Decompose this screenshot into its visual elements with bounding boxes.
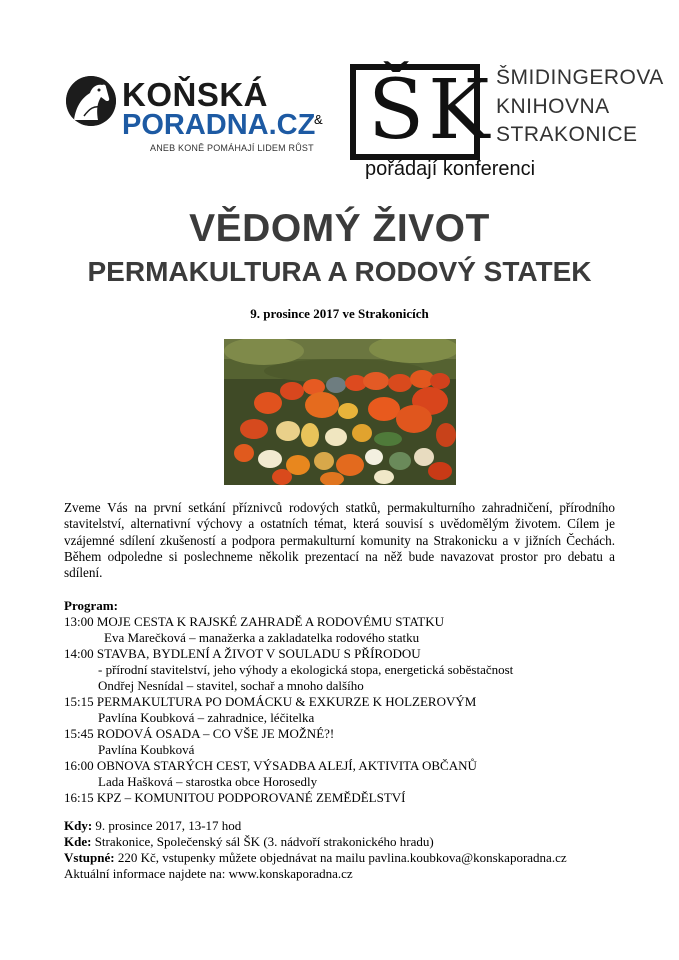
program-speaker: Pavlína Koubková – zahradnice, léčitelka (98, 710, 315, 725)
info-label: Kdy: (64, 818, 93, 833)
program-item: 15:45 RODOVÁ OSADA – CO VŠE JE MOŽNÉ?! (64, 726, 335, 741)
program-speaker: Eva Marečková – manažerka a zakladatelka rodového statku (104, 630, 420, 645)
horse-icon (66, 76, 116, 126)
program-item: 16:00 OBNOVA STARÝCH CEST, VÝSADBA ALEJÍ, AKTIVITA OBČANŮ (64, 758, 477, 773)
info-value: 220 Kč, vstupenky můžete objednávat na mailu pavlina.koubkova@konskaporadna.cz (114, 850, 567, 865)
konska-poradna-logo (66, 74, 316, 160)
page-title: VĚDOMÝ ŽIVOT (189, 207, 490, 250)
program-item: 15:15 PERMAKULTURA PO DOMÁCKU & EXKURZE K HOLZEROVÝM (64, 694, 477, 709)
sk-mark: ŠK (368, 63, 494, 158)
program-heading: Program: (64, 598, 118, 613)
intro-paragraph: Zveme Vás na první setkání příznivců rodových statků, permakulturního zahradničení, přírodního stavitelství, alternativní výchovy a ostatních témat, která souvisí s uvědomělým životem. Cílem je vzájemné sdílení zkušeností a podpora permakulturní komunity na Strakonicku a v jižních Čechách. Během odpoledne si poslechneme několik prezentací na něž bude navazovat prostor pro debatu a sdílení. (64, 500, 615, 581)
logo-tagline: ANEB KONĚ POMÁHAJÍ LIDEM RŮST (150, 143, 314, 153)
program-item: 14:00 STAVBA, BYDLENÍ A ŽIVOT V SOULADU S PŘÍRODOU (64, 646, 421, 661)
page-subtitle: PERMAKULTURA A RODOVÝ STATEK (87, 256, 592, 287)
date-place: 9. prosince 2017 ve Strakonicích (250, 306, 429, 321)
library-line: STRAKONICE (496, 123, 638, 146)
program-detail: - přírodní stavitelství, jeho výhody a ekologická stopa, energetická soběstačnost (98, 662, 514, 677)
program-item: 16:15 KPZ – KOMUNITOU PODPOROVANÉ ZEMĚDĚLSTVÍ (64, 790, 406, 805)
logo-line-1: KOŇSKÁ (122, 76, 269, 113)
info-value: Strakonice, Společenský sál ŠK (3. nádvoří strakonického hradu) (91, 834, 434, 849)
program-item: 13:00 MOJE CESTA K RAJSKÉ ZAHRADĚ A RODOVÉMU STATKU (64, 614, 445, 629)
organize-text: pořádají konferenci (365, 158, 536, 180)
info-label: Vstupné: (64, 850, 115, 865)
info-label: Kde: (64, 834, 92, 849)
pumpkins-photo (224, 339, 456, 485)
info-fee (64, 850, 567, 866)
library-line: ŠMIDINGEROVA (496, 66, 664, 89)
info-value: 9. prosince 2017, 13-17 hod (92, 818, 242, 833)
logo-line-2: PORADNA.CZ (122, 109, 316, 141)
sk-logo (350, 63, 494, 160)
ampersand: & (314, 112, 323, 127)
program-speaker: Pavlína Koubková (98, 742, 195, 757)
info-where (64, 834, 434, 850)
info-when (64, 818, 241, 834)
library-name (496, 64, 664, 150)
program-speaker: Ondřej Nesnídal – stavitel, sochař a mnoho dalšího (98, 678, 364, 693)
info-more: Aktuální informace najdete na: www.konskaporadna.cz (64, 866, 353, 881)
library-line: KNIHOVNA (496, 94, 610, 118)
program-speaker: Lada Hašková – starostka obce Horosedly (98, 774, 318, 789)
